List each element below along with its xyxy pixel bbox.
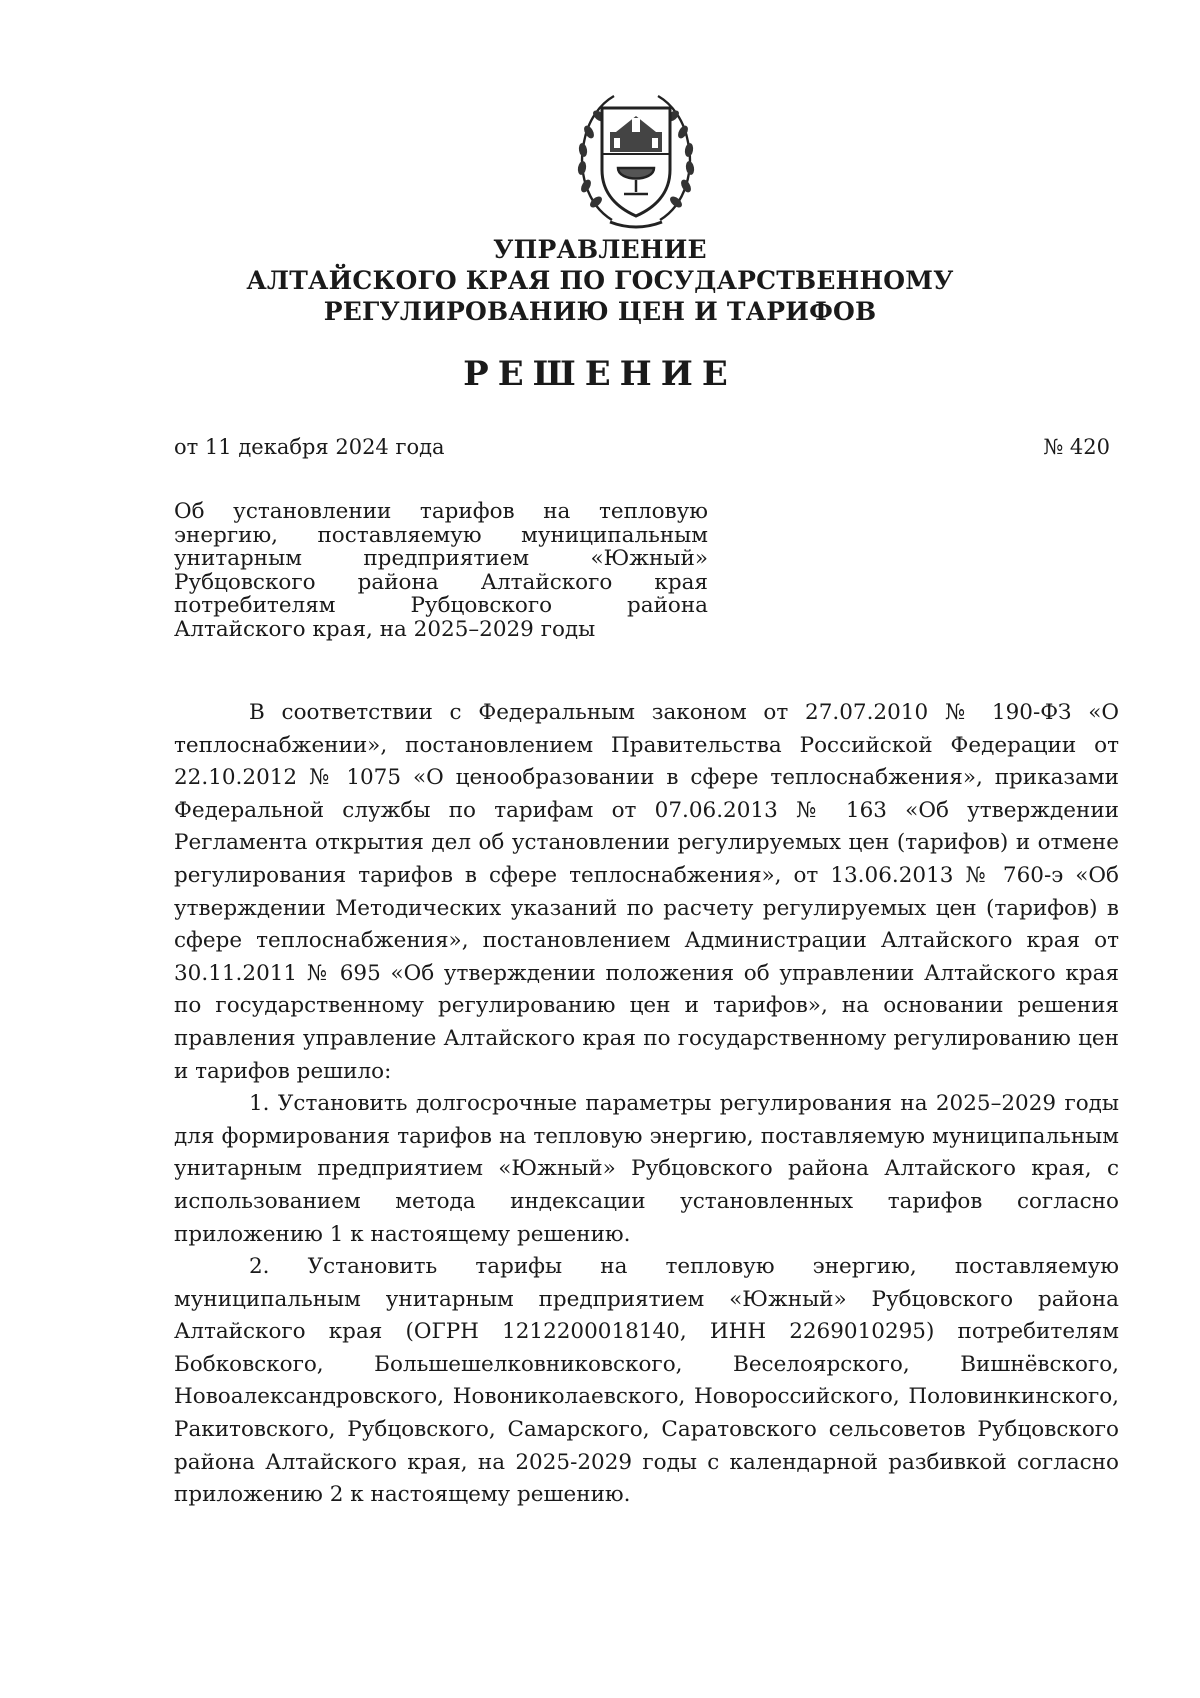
document-subject: Об установлении тарифов на тепловую энергию, поставляемую муниципальным унитарным предприятием «Южный» Рубцовского района Алтайского края потребителям Рубцовского района Алтайского края, на 2025–2029 годы bbox=[174, 499, 708, 642]
document-date: от 11 декабря 2024 года bbox=[174, 435, 445, 459]
decision-item-1: 1. Установить долгосрочные параметры регулирования на 2025–2029 годы для формирования тарифов на тепловую энергию, поставляемую муниципальным унитарным предприятием «Южный» Рубцовского района Алтайского края, с использованием метода индексации установленных тарифов согласно приложению 1 к настоящему решению. bbox=[174, 1091, 1119, 1247]
authority-line-1: УПРАВЛЕНИЕ bbox=[493, 235, 707, 264]
decision-item-2: 2. Установить тарифы на тепловую энергию, поставляемую муниципальным унитарным предприятием «Южный» Рубцовского района Алтайского края (ОГРН 1212200018140, ИНН 2269010295) потребителям Бобковского, Большешелковниковского, Веселоярского, Вишнёвского, Новоалександровского, Новониколаевского, Новороссийского, Половинкинского, Ракитовского, Рубцовского, Самарского, Саратовского сельсоветов Рубцовского района Алтайского края, на 2025-2029 годы с календарной разбивкой согласно приложению 2 к настоящему решению. bbox=[174, 1254, 1119, 1508]
issuing-authority bbox=[200, 234, 1000, 327]
coat-of-arms-icon bbox=[572, 82, 700, 232]
document-body bbox=[174, 697, 1119, 1512]
authority-line-3: РЕГУЛИРОВАНИЮ ЦЕН И ТАРИФОВ bbox=[323, 297, 877, 326]
document-type-title: РЕШЕНИЕ bbox=[463, 354, 737, 394]
document-number: № 420 bbox=[1043, 435, 1110, 459]
authority-line-2: АЛТАЙСКОГО КРАЯ ПО ГОСУДАРСТВЕННОМУ bbox=[246, 266, 954, 295]
preamble-paragraph: В соответствии с Федеральным законом от 27.07.2010 № 190-ФЗ «О теплоснабжении», постановлением Правительства Российской Федерации от 22.10.2012 № 1075 «О ценообразовании в сфере теплоснабжения», приказами Федеральной службы по тарифам от 07.06.2013 № 163 «Об утверждении Регламента открытия дел об установлении регулируемых цен (тарифов) и отмене регулирования тарифов в сфере теплоснабжения», от 13.06.2013 № 760-э «Об утверждении Методических указаний по расчету регулируемых цен (тарифов) в сфере теплоснабжения», постановлением Администрации Алтайского края от 30.11.2011 № 695 «Об утверждении положения об управлении Алтайского края по государственному регулированию цен и тарифов», на основании решения правления управление Алтайского края по государственному регулированию цен и тарифов решило: bbox=[174, 700, 1119, 1084]
